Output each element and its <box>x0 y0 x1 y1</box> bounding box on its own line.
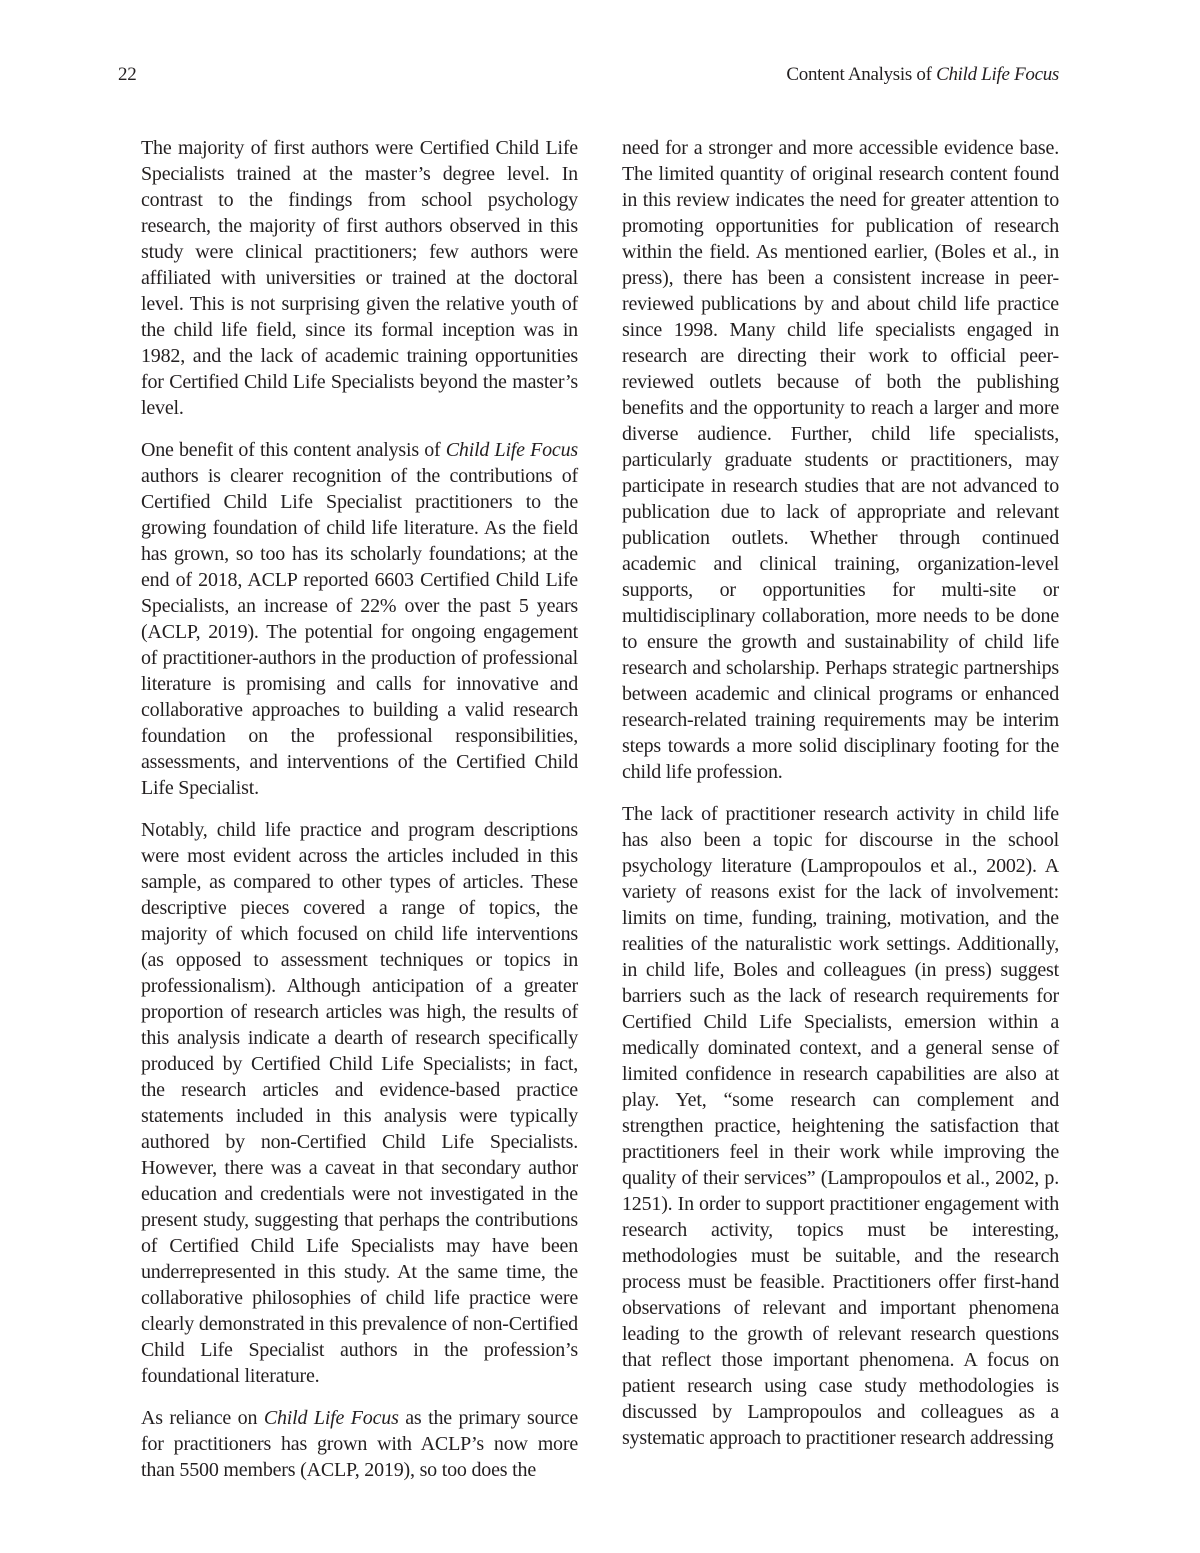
running-title-journal: Child Life Focus <box>936 64 1059 85</box>
paragraph-text: authors is clearer recognition of the contributions of Certified Child Life Specialist practitioners to the growing foundation of child life literature. As the field has grown, so too has its scholarly foundations; at the end of 2018, ACLP reported 6603 Certified Child Life Specialists, an increase of 22% over the past 5 years (ACLP, 2019). The potential for ongoing engagement of practitioner-authors in the production of professional literature is promising and calls for innovative and collaborative approaches to building a valid research foundation on the professional responsibilities, assessments, and interventions of the Certified Child Life Specialist. <box>141 465 578 799</box>
running-title-prefix: Content Analysis of <box>786 64 937 85</box>
paragraph: The lack of practitioner research activity in child life has also been a topic for discourse in the school psychology literature (Lampropoulos et al., 2002). A variety of reasons exist for the lack of involvement: limits on time, funding, training, motivation, and the realities of the naturalistic work settings. Additionally, in child life, Boles and colleagues (in press) suggest barriers such as the lack of research requirements for Certified Child Life Specialists, emersion within a medically dominated context, and a general sense of limited confidence in research capabilities are also at play. Yet, “some research can complement and strengthen practice, heightening the satisfaction that practitioners feel in their work while improving the quality of their services” (Lampropoulos et al., 2002, p. 1251). In order to support practitioner engagement with research activity, topics must be interesting, methodologies must be suitable, and the research process must be feasible. Practitioners offer first-hand observations of relevant and important phenomena leading to the growth of relevant research questions that reflect those important phenomena. A focus on patient research using case study methodologies is discussed by Lampropoulos and colleagues as a systematic approach to practitioner research addressing <box>622 803 1059 1449</box>
journal-title-italic: Child Life Focus <box>263 1407 399 1429</box>
paragraph: Notably, child life practice and program descriptions were most evident across the articles included in this sample, as compared to other types of articles. These descriptive pieces covered a range of topics, the majority of which focused on child life interventions (as opposed to assessment techniques or topics in professionalism). Although anticipation of a greater proportion of research articles was high, the results of this analysis indicate a dearth of research specifically produced by Certified Child Life Specialists; in fact, the research articles and evidence-based practice statements included in this analysis were typically authored by non-Certified Child Life Specialists. However, there was a caveat in that secondary author education and credentials were not investigated in the present study, suggesting that perhaps the contributions of Certified Child Life Specialists may have been underrepresented in this study. At the same time, the collaborative philosophies of child life practice were clearly demonstrated in this prevalence of non-Certified Child Life Specialist authors in the profession’s foundational literature. <box>141 819 578 1387</box>
journal-title-italic: Child Life Focus <box>445 439 578 461</box>
paragraph: The majority of first authors were Certified Child Life Specialists trained at the master’s degree level. In contrast to the findings from school psychology research, the majority of first authors observed in this study were clinical practitioners; few authors were affiliated with universities or trained at the doctoral level. This is not surprising given the relative youth of the child life field, since its formal inception was in 1982, and the lack of academic training opportunities for Certified Child Life Specialists beyond the master’s level. <box>141 137 578 419</box>
paragraph <box>141 437 578 801</box>
paragraph-text: as the primary source for practitioners has grown with ACLP’s now more than 5500 members (ACLP, 2019), so too does the <box>141 1407 578 1481</box>
left-column <box>141 135 578 1483</box>
paragraph-text: As reliance on <box>141 1407 264 1429</box>
running-title <box>786 64 1059 86</box>
paragraph-text: One benefit of this content analysis of <box>141 439 446 461</box>
page-number: 22 <box>118 64 137 85</box>
right-column <box>622 135 1059 1451</box>
paragraph: need for a stronger and more accessible evidence base. The limited quantity of original research content found in this review indicates the need for greater attention to promoting opportunities for publication of research within the field. As mentioned earlier, (Boles et al., in press), there has been a consistent increase in peer-reviewed publications by and about child life practice since 1998. Many child life specialists engaged in research are directing their work to official peer-reviewed outlets because of both the publishing benefits and the opportunity to reach a larger and more diverse audience. Further, child life specialists, particularly graduate students or practitioners, may participate in research studies that are not advanced to publication due to lack of appropriate and relevant publication outlets. Whether through continued academic and clinical training, organization-level supports, or opportunities for multi-site or multidisciplinary collaboration, more needs to be done to ensure the growth and sustainability of child life research and scholarship. Perhaps strategic partnerships between academic and clinical programs or enhanced research-related training requirements may be interim steps towards a more solid disciplinary footing for the child life profession. <box>622 137 1059 783</box>
paragraph <box>141 1405 578 1483</box>
